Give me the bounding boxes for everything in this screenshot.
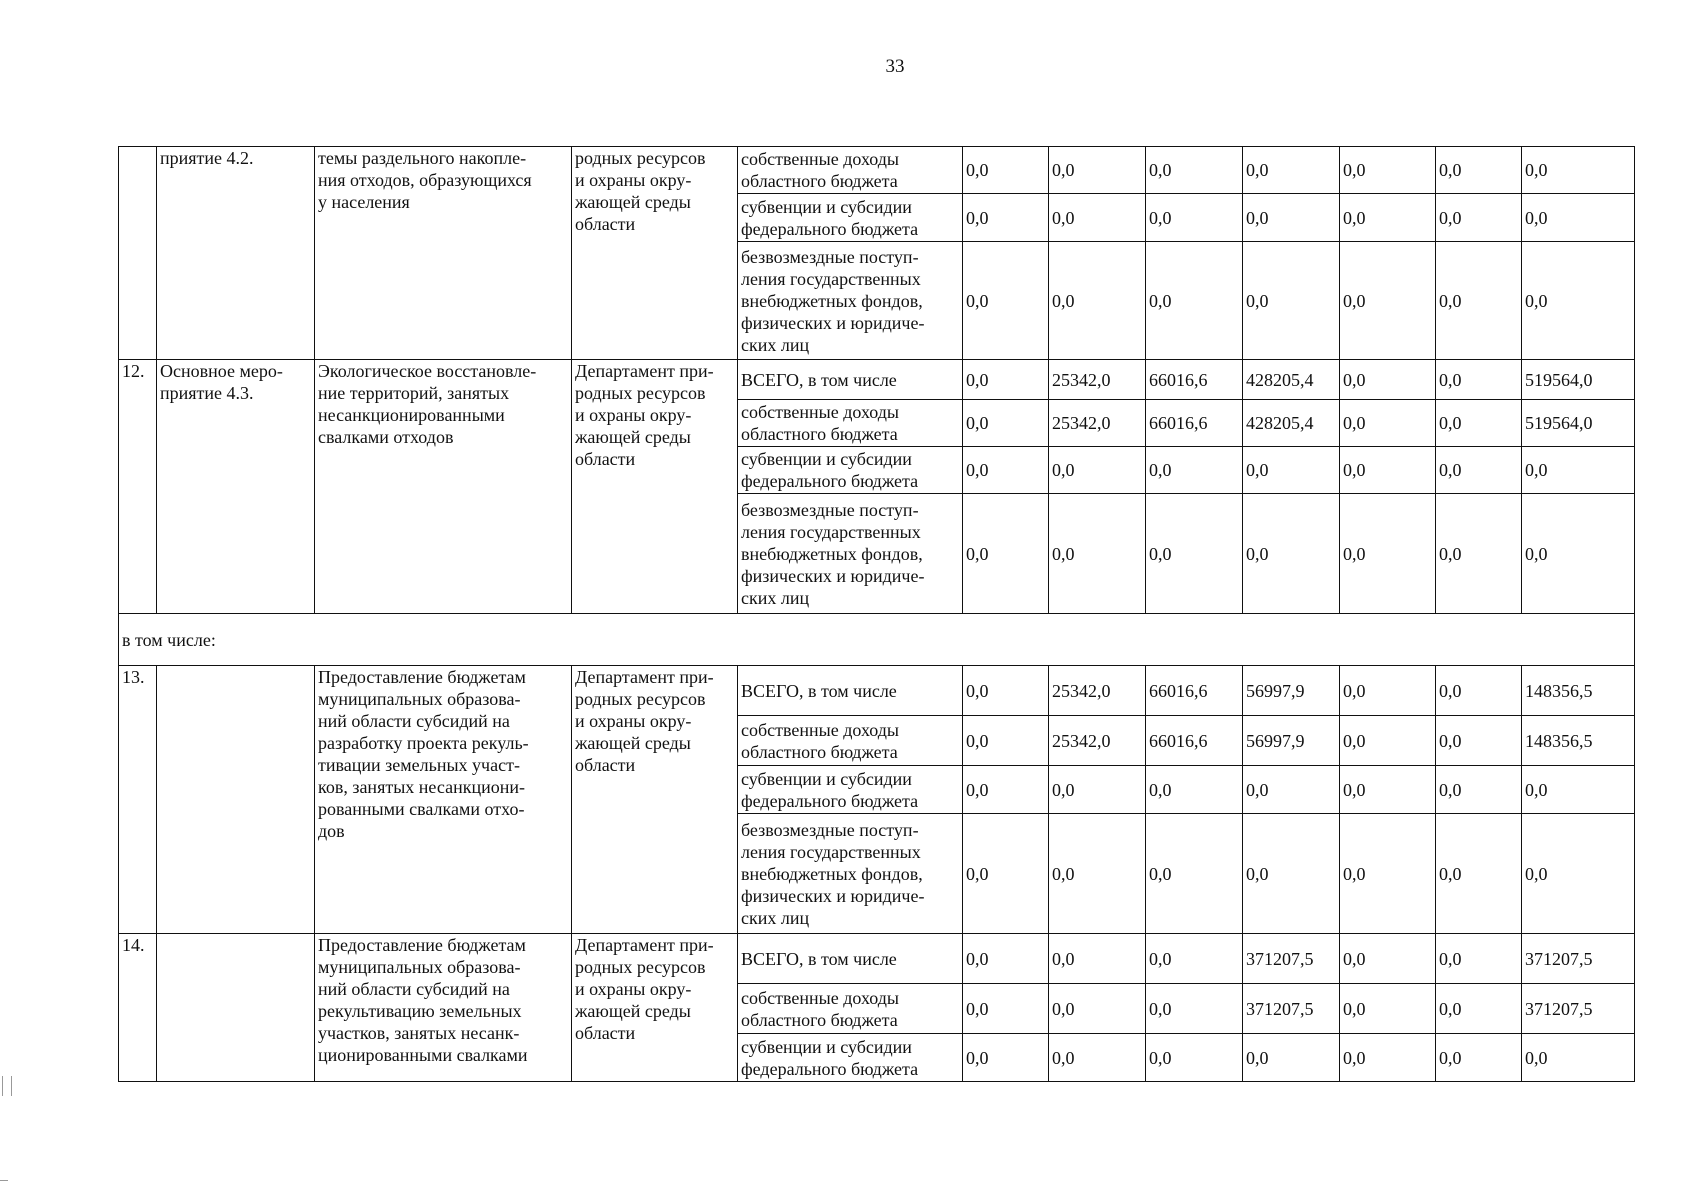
funding-source: собственные доходы областного бюджета [738,147,963,194]
amount-cell: 148356,5 [1522,716,1635,766]
amount-cell: 0,0 [1146,766,1243,814]
amount-cell: 0,0 [1436,360,1522,400]
amount-cell: 0,0 [963,934,1049,984]
funding-source: субвенции и субсидии федерального бюджета [738,1034,963,1082]
amount-cell: 0,0 [1243,242,1340,360]
amount-cell: 0,0 [963,360,1049,400]
amount-cell: 0,0 [1340,447,1436,494]
amount-cell: 0,0 [1146,494,1243,614]
amount-cell: 0,0 [963,1034,1049,1082]
amount-cell: 0,0 [1049,766,1146,814]
amount-cell: 0,0 [963,147,1049,194]
amount-cell: 0,0 [1146,984,1243,1034]
amount-cell: 0,0 [1340,716,1436,766]
amount-cell: 0,0 [1340,194,1436,242]
amount-cell: 56997,9 [1243,716,1340,766]
table-row [119,147,1635,194]
responsible-executor: родных ресурсов и охраны окру- жающей среды области [572,147,738,360]
amount-cell: 0,0 [1049,194,1146,242]
budget-table [118,146,1635,1082]
amount-cell: 0,0 [963,666,1049,716]
funding-source: ВСЕГО, в том числе [738,666,963,716]
amount-cell: 66016,6 [1146,716,1243,766]
amount-cell: 0,0 [963,766,1049,814]
amount-cell: 0,0 [1522,766,1635,814]
amount-cell: 0,0 [1436,766,1522,814]
amount-cell: 428205,4 [1243,360,1340,400]
measure-description: Экологическое восстановле- ние территорий, занятых несанкционированными свалками отходов [315,360,572,614]
amount-cell: 0,0 [1243,494,1340,614]
amount-cell: 0,0 [1340,934,1436,984]
amount-cell: 0,0 [1436,934,1522,984]
amount-cell: 0,0 [1522,814,1635,934]
responsible-executor: Департамент при- родных ресурсов и охраны окру- жающей среды области [572,666,738,934]
amount-cell: 66016,6 [1146,666,1243,716]
subheading: в том числе: [119,614,1635,666]
amount-cell: 0,0 [1522,242,1635,360]
amount-cell: 0,0 [963,242,1049,360]
amount-cell: 0,0 [1436,666,1522,716]
measure-name [157,666,315,934]
responsible-executor: Департамент при- родных ресурсов и охраны окру- жающей среды области [572,934,738,1082]
measure-description: Предоставление бюджетам муниципальных образова- ний области субсидий на рекультивацию земельных участков, занятых несанк- ционированными свалками [315,934,572,1082]
amount-cell: 371207,5 [1522,934,1635,984]
amount-cell: 0,0 [1522,194,1635,242]
amount-cell: 0,0 [1340,814,1436,934]
amount-cell: 0,0 [1340,360,1436,400]
amount-cell: 0,0 [1340,147,1436,194]
amount-cell: 0,0 [1436,814,1522,934]
page-number: 33 [885,56,905,77]
amount-cell: 66016,6 [1146,400,1243,447]
funding-source: собственные доходы областного бюджета [738,984,963,1034]
amount-cell: 25342,0 [1049,360,1146,400]
amount-cell: 0,0 [1146,194,1243,242]
funding-source: безвозмездные поступ- ления государственных внебюджетных фондов, физических и юридиче- ских лиц [738,242,963,360]
amount-cell: 0,0 [1146,934,1243,984]
amount-cell: 0,0 [1049,984,1146,1034]
amount-cell: 0,0 [1146,814,1243,934]
amount-cell: 0,0 [1243,766,1340,814]
amount-cell: 0,0 [1436,400,1522,447]
table-row [119,360,1635,400]
amount-cell: 0,0 [1340,1034,1436,1082]
amount-cell: 371207,5 [1243,984,1340,1034]
measure-description: темы раздельного накопле- ния отходов, образующихся у населения [315,147,572,360]
funding-source: субвенции и субсидии федерального бюджета [738,766,963,814]
amount-cell: 0,0 [1436,147,1522,194]
row-number: 14. [119,934,157,1082]
amount-cell: 0,0 [1146,447,1243,494]
amount-cell: 0,0 [1049,447,1146,494]
funding-source: безвозмездные поступ- ления государственных внебюджетных фондов, физических и юридиче- ских лиц [738,814,963,934]
amount-cell: 428205,4 [1243,400,1340,447]
amount-cell: 0,0 [1243,194,1340,242]
amount-cell: 0,0 [1436,242,1522,360]
amount-cell: 0,0 [1340,494,1436,614]
amount-cell: 0,0 [1340,400,1436,447]
amount-cell: 0,0 [1340,242,1436,360]
row-number: 13. [119,666,157,934]
amount-cell: 0,0 [1436,194,1522,242]
funding-source: собственные доходы областного бюджета [738,716,963,766]
amount-cell: 0,0 [1049,494,1146,614]
row-number: 12. [119,360,157,614]
amount-cell: 25342,0 [1049,716,1146,766]
amount-cell: 0,0 [963,984,1049,1034]
amount-cell: 56997,9 [1243,666,1340,716]
amount-cell: 0,0 [963,814,1049,934]
amount-cell: 0,0 [963,447,1049,494]
amount-cell: 0,0 [963,494,1049,614]
amount-cell: 519564,0 [1522,400,1635,447]
amount-cell: 0,0 [963,716,1049,766]
amount-cell: 0,0 [963,400,1049,447]
amount-cell: 66016,6 [1146,360,1243,400]
measure-name: приятие 4.2. [157,147,315,360]
amount-cell: 0,0 [1436,447,1522,494]
row-number [119,147,157,360]
amount-cell: 0,0 [1522,1034,1635,1082]
amount-cell: 0,0 [1340,984,1436,1034]
amount-cell: 0,0 [1049,934,1146,984]
amount-cell: 0,0 [1146,242,1243,360]
responsible-executor: Департамент при- родных ресурсов и охраны окру- жающей среды области [572,360,738,614]
scan-edge-marks [2,1076,12,1096]
scan-edge-tick [0,1180,8,1181]
amount-cell: 0,0 [1146,1034,1243,1082]
amount-cell: 519564,0 [1522,360,1635,400]
measure-name [157,934,315,1082]
subheading-row [119,614,1635,666]
amount-cell: 148356,5 [1522,666,1635,716]
funding-source: ВСЕГО, в том числе [738,360,963,400]
amount-cell: 0,0 [1436,494,1522,614]
amount-cell: 0,0 [1243,814,1340,934]
amount-cell: 25342,0 [1049,666,1146,716]
amount-cell: 0,0 [1049,147,1146,194]
funding-source: ВСЕГО, в том числе [738,934,963,984]
amount-cell: 0,0 [1340,766,1436,814]
amount-cell: 0,0 [1146,147,1243,194]
amount-cell: 0,0 [1522,494,1635,614]
funding-source: безвозмездные поступ- ления государственных внебюджетных фондов, физических и юридиче- ских лиц [738,494,963,614]
amount-cell: 0,0 [1243,147,1340,194]
measure-description: Предоставление бюджетам муниципальных образова- ний области субсидий на разработку проекта рекуль- тивации земельных участ- ков, занятых несанкциони- рованными свалками отхо- дов [315,666,572,934]
amount-cell: 0,0 [1340,666,1436,716]
funding-source: субвенции и субсидии федерального бюджета [738,194,963,242]
amount-cell: 0,0 [1436,1034,1522,1082]
amount-cell: 0,0 [1522,147,1635,194]
table-row [119,666,1635,716]
amount-cell: 0,0 [1436,716,1522,766]
amount-cell: 0,0 [1436,984,1522,1034]
amount-cell: 0,0 [1049,814,1146,934]
amount-cell: 0,0 [1049,1034,1146,1082]
funding-source: собственные доходы областного бюджета [738,400,963,447]
table-row [119,934,1635,984]
amount-cell: 371207,5 [1243,934,1340,984]
measure-name: Основное меро- приятие 4.3. [157,360,315,614]
amount-cell: 0,0 [1049,242,1146,360]
amount-cell: 0,0 [1243,1034,1340,1082]
amount-cell: 25342,0 [1049,400,1146,447]
amount-cell: 0,0 [1522,447,1635,494]
amount-cell: 0,0 [963,194,1049,242]
amount-cell: 371207,5 [1522,984,1635,1034]
amount-cell: 0,0 [1243,447,1340,494]
funding-source: субвенции и субсидии федерального бюджета [738,447,963,494]
